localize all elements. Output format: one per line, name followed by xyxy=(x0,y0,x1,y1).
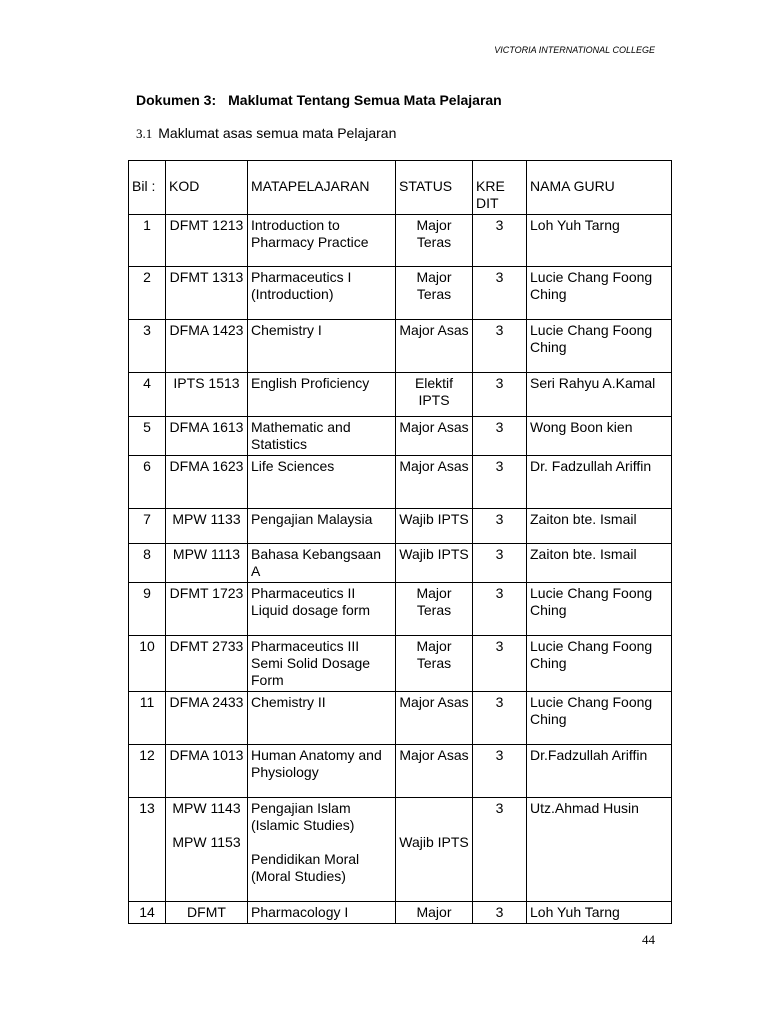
cell-kod: MPW 1133 xyxy=(166,509,248,544)
header-kredit: KRE DIT xyxy=(473,161,527,215)
cell-subject: Pharmaceutics III Semi Solid Dosage Form xyxy=(248,636,396,692)
college-header: VICTORIA INTERNATIONAL COLLEGE xyxy=(494,45,655,55)
cell-subject-first: Pengajian Islam (Islamic Studies) xyxy=(251,800,355,833)
document-title xyxy=(136,92,502,108)
cell-guru: Dr. Fadzullah Ariffin xyxy=(527,456,672,509)
cell-guru: Lucie Chang Foong Ching xyxy=(527,320,672,373)
cell-kredit: 3 xyxy=(473,267,527,320)
cell-subject: Chemistry I xyxy=(248,320,396,373)
cell-bil: 13 xyxy=(129,798,166,902)
cell-status: Major Teras xyxy=(396,267,473,320)
cell-guru: Loh Yuh Tarng xyxy=(527,902,672,924)
cell-subject: Mathematic and Statistics xyxy=(248,417,396,456)
cell-status: Major xyxy=(396,902,473,924)
cell-kredit: 3 xyxy=(473,636,527,692)
cell-guru: Utz.Ahmad Husin xyxy=(527,798,672,902)
cell-kredit: 3 xyxy=(473,544,527,583)
cell-status: Major Asas xyxy=(396,745,473,798)
cell-kod: DFMA 1013 xyxy=(166,745,248,798)
cell-status: Major Asas xyxy=(396,320,473,373)
cell-status: Wajib IPTS xyxy=(396,509,473,544)
header-kod: KOD xyxy=(166,161,248,215)
cell-kod: DFMT 1313 xyxy=(166,267,248,320)
table-row xyxy=(129,583,672,636)
table-header-row xyxy=(129,161,672,215)
cell-status: Major Teras xyxy=(396,583,473,636)
cell-bil: 4 xyxy=(129,373,166,417)
cell-kod: DFMT 1723 xyxy=(166,583,248,636)
cell-bil: 3 xyxy=(129,320,166,373)
cell-subject: Human Anatomy and Physiology xyxy=(248,745,396,798)
page-number: 44 xyxy=(642,932,655,947)
cell-bil: 8 xyxy=(129,544,166,583)
cell-kredit: 3 xyxy=(473,902,527,924)
document-label: Dokumen 3: xyxy=(136,92,217,108)
cell-bil: 2 xyxy=(129,267,166,320)
cell-kredit: 3 xyxy=(473,417,527,456)
table-row xyxy=(129,417,672,456)
section-heading xyxy=(136,125,396,142)
cell-guru: Lucie Chang Foong Ching xyxy=(527,267,672,320)
cell-guru: Seri Rahyu A.Kamal xyxy=(527,373,672,417)
subjects-table xyxy=(128,160,672,924)
cell-bil: 10 xyxy=(129,636,166,692)
table-row xyxy=(129,456,672,509)
section-title: Maklumat asas semua mata Pelajaran xyxy=(158,125,397,141)
cell-status: Elektif IPTS xyxy=(396,373,473,417)
section-number: 3.1 xyxy=(136,126,153,141)
cell-bil: 12 xyxy=(129,745,166,798)
cell-status: Wajib IPTS xyxy=(396,544,473,583)
cell-status: Major Teras xyxy=(396,636,473,692)
cell-kredit: 3 xyxy=(473,745,527,798)
cell-bil: 1 xyxy=(129,215,166,267)
cell-kredit: 3 xyxy=(473,509,527,544)
header-matapelajaran: MATAPELAJARAN xyxy=(248,161,396,215)
table-row xyxy=(129,745,672,798)
cell-bil: 14 xyxy=(129,902,166,924)
cell-guru: Lucie Chang Foong Ching xyxy=(527,692,672,745)
table-row xyxy=(129,509,672,544)
cell-guru: Lucie Chang Foong Ching xyxy=(527,583,672,636)
cell-subject: Pharmacology I xyxy=(248,902,396,924)
cell-bil: 9 xyxy=(129,583,166,636)
table-row xyxy=(129,544,672,583)
cell-kod: DFMA 1623 xyxy=(166,456,248,509)
header-status: STATUS xyxy=(396,161,473,215)
cell-kredit: 3 xyxy=(473,583,527,636)
table-row xyxy=(129,798,672,902)
cell-kredit: 3 xyxy=(473,320,527,373)
cell-kod: MPW 1113 xyxy=(166,544,248,583)
cell-status: Major Asas xyxy=(396,456,473,509)
table-row xyxy=(129,373,672,417)
cell-guru: Wong Boon kien xyxy=(527,417,672,456)
cell-kod: DFMA 1613 xyxy=(166,417,248,456)
document-title-text: Maklumat Tentang Semua Mata Pelajaran xyxy=(228,92,502,108)
cell-status: Major Teras xyxy=(396,215,473,267)
cell-kod xyxy=(166,798,248,902)
cell-guru: Dr.Fadzullah Ariffin xyxy=(527,745,672,798)
header-bil: Bil : xyxy=(129,161,166,215)
cell-kod: DFMT 1213 xyxy=(166,215,248,267)
cell-kod: DFMA 1423 xyxy=(166,320,248,373)
cell-subject-second: Pendidikan Moral (Moral Studies) xyxy=(251,851,360,884)
cell-subject: Pharmaceutics II Liquid dosage form xyxy=(248,583,396,636)
cell-subject: Pengajian Malaysia xyxy=(248,509,396,544)
cell-status-text: Wajib IPTS xyxy=(399,834,469,850)
cell-bil: 6 xyxy=(129,456,166,509)
cell-subject: English Proficiency xyxy=(248,373,396,417)
table-row xyxy=(129,636,672,692)
cell-status: Major Asas xyxy=(396,692,473,745)
cell-bil: 11 xyxy=(129,692,166,745)
table-row xyxy=(129,215,672,267)
cell-kod-second: MPW 1153 xyxy=(172,834,241,850)
cell-subject: Bahasa Kebangsaan A xyxy=(248,544,396,583)
cell-guru: Loh Yuh Tarng xyxy=(527,215,672,267)
table-row xyxy=(129,692,672,745)
cell-subject: Pharmaceutics I (Introduction) xyxy=(248,267,396,320)
cell-kod: IPTS 1513 xyxy=(166,373,248,417)
cell-kredit: 3 xyxy=(473,798,527,902)
cell-kod: DFMT xyxy=(166,902,248,924)
cell-guru: Lucie Chang Foong Ching xyxy=(527,636,672,692)
table-row xyxy=(129,320,672,373)
cell-subject: Chemistry II xyxy=(248,692,396,745)
cell-kod: DFMT 2733 xyxy=(166,636,248,692)
cell-kredit: 3 xyxy=(473,456,527,509)
cell-kredit: 3 xyxy=(473,373,527,417)
cell-kredit: 3 xyxy=(473,215,527,267)
cell-subject: Introduction to Pharmacy Practice xyxy=(248,215,396,267)
cell-subject: Life Sciences xyxy=(248,456,396,509)
cell-guru: Zaiton bte. Ismail xyxy=(527,509,672,544)
cell-guru: Zaiton bte. Ismail xyxy=(527,544,672,583)
cell-kredit: 3 xyxy=(473,692,527,745)
header-nama-guru: NAMA GURU xyxy=(527,161,672,215)
cell-kod-first: MPW 1143 xyxy=(172,800,241,816)
table-row xyxy=(129,902,672,924)
cell-subject xyxy=(248,798,396,902)
cell-status: Major Asas xyxy=(396,417,473,456)
cell-kod: DFMA 2433 xyxy=(166,692,248,745)
cell-bil: 7 xyxy=(129,509,166,544)
table-row xyxy=(129,267,672,320)
cell-bil: 5 xyxy=(129,417,166,456)
cell-status xyxy=(396,798,473,902)
